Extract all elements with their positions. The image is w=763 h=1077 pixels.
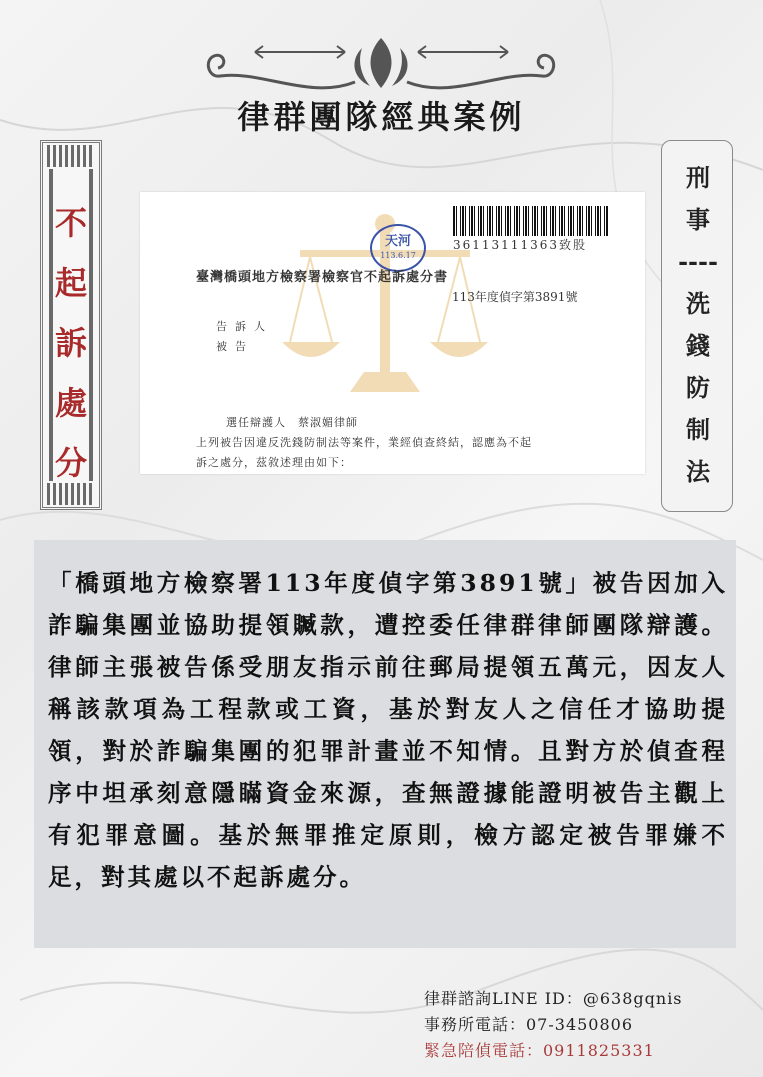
emergency-phone: 緊急陪偵電話：0911825331 (424, 1041, 655, 1060)
document-body-line: 訴之處分，茲敘述理由如下： (196, 456, 352, 469)
right-banner-char: 錢 (686, 331, 710, 360)
line-id: 律群諮詢LINE ID：@638gqnis (424, 989, 683, 1008)
right-banner-char: 洗 (686, 289, 710, 318)
left-banner-char: 訴 (54, 324, 87, 362)
case-number: 113年度偵字第3891號 (452, 290, 578, 304)
left-banner-char: 分 (54, 444, 87, 482)
document-title: 臺灣橋頭地方檢察署檢察官不起訴處分書 (196, 270, 449, 285)
defendant-label: 被告 (216, 340, 254, 353)
case-summary-text: 「橋頭地方檢察署113年度偵字第3891號」被告因加入詐騙集團並協助提領贓款，遭控委任律群律師團隊辯護。律師主張被告係受朋友指示前往郵局提領五萬元，因友人稱該款項為工程款或工資，基於對友人之信任才協助提領，對於詐騙集團的犯罪計畫並不知情。且對方於偵查程序中坦承刻意隱瞞資金來源，查無證據能證明被告主觀上有犯罪意圖。基於無罪推定原則，檢方認定被告罪嫌不足，對其處以不起訴處分。 (48, 569, 728, 891)
left-banner-char: 不 (54, 204, 87, 242)
right-banner-char: 防 (686, 373, 710, 402)
stamp-text: 天河 (384, 234, 411, 249)
document-image (140, 192, 645, 474)
office-phone: 事務所電話：07-3450806 (424, 1015, 634, 1034)
defender-line: 選任辯護人 蔡淑媚律師 (226, 416, 358, 429)
left-banner-char: 處 (54, 384, 87, 422)
left-banner (40, 140, 102, 510)
right-banner-char: 法 (686, 457, 710, 486)
barcode-number: 36113111363致股 (453, 238, 587, 252)
complainant-label: 告訴人 (216, 320, 273, 333)
right-banner-char: ---- (678, 247, 718, 276)
left-banner-text (43, 193, 99, 493)
stamp-date: 113.6.17 (380, 251, 416, 260)
barcode (453, 206, 609, 236)
right-banner-char: 制 (686, 415, 710, 444)
contact-info (424, 986, 683, 1064)
right-banner-text (662, 157, 734, 493)
right-banner-char: 刑 (686, 163, 710, 192)
frame-knot-top (47, 145, 95, 167)
document-body-line: 上列被告因違反洗錢防制法等案件，業經偵查終結，認應為不起 (196, 436, 532, 449)
right-banner (661, 140, 733, 512)
right-banner-char: 事 (686, 205, 710, 234)
received-stamp (370, 224, 426, 272)
decorative-ornament-icon (200, 30, 563, 100)
page-title: 律群團隊經典案例 (237, 98, 526, 136)
case-summary-box (34, 540, 736, 948)
left-banner-char: 起 (54, 264, 87, 302)
